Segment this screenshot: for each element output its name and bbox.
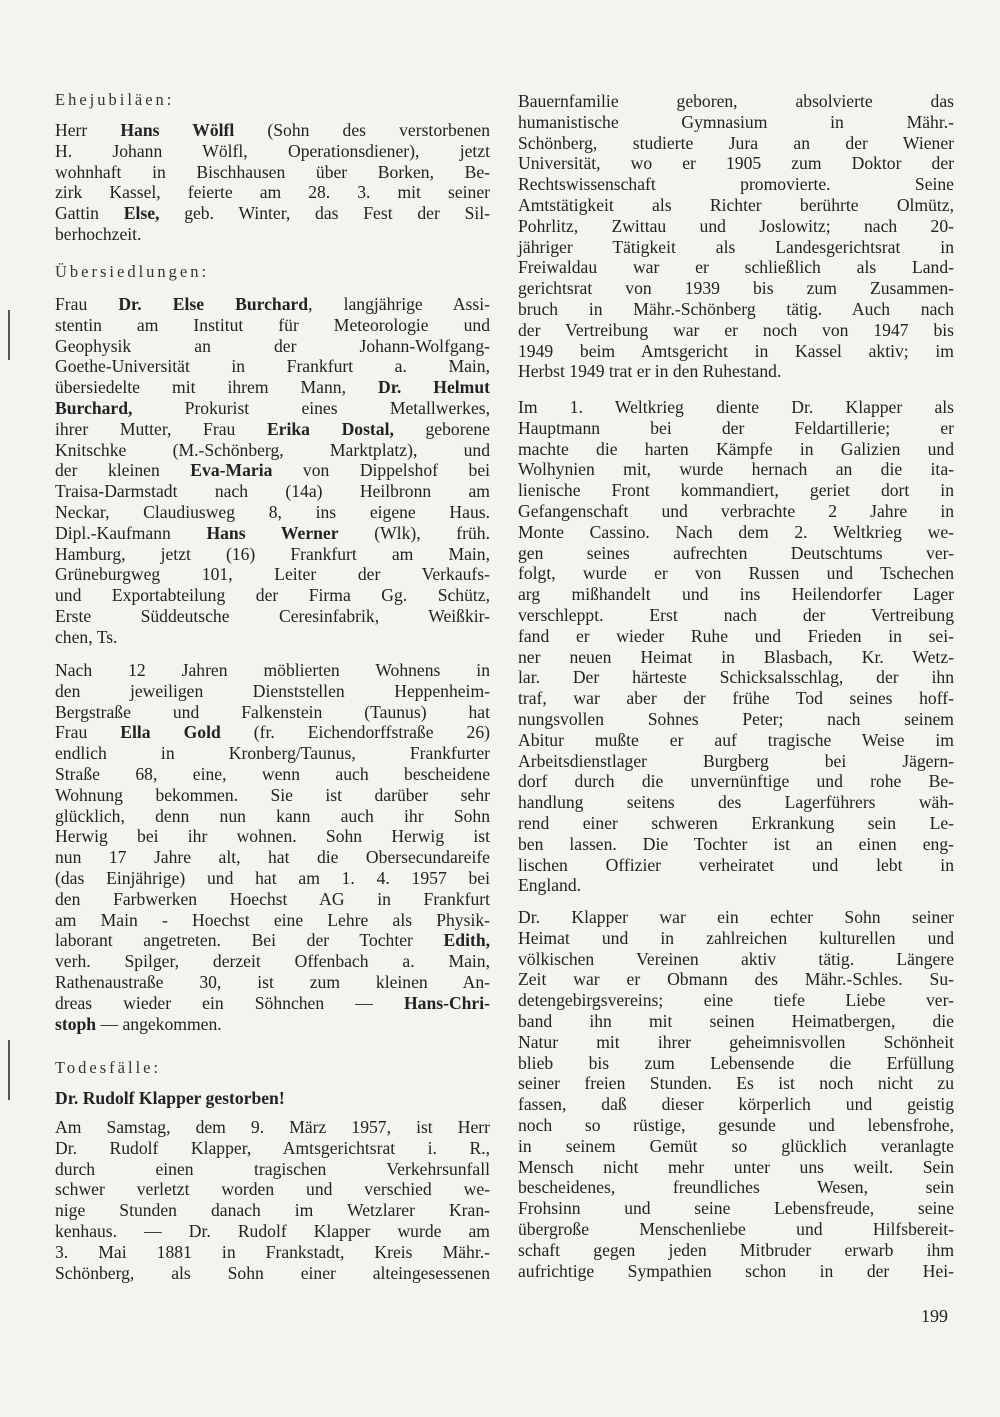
text-line: [55, 440, 490, 461]
text-line: [518, 153, 954, 174]
text-line: [55, 993, 490, 1014]
text-line: [55, 1159, 490, 1180]
text-line: [55, 523, 490, 544]
text-segment: Ehejubiläen:: [55, 90, 175, 109]
bold-name: Hans Wölfl: [120, 120, 235, 140]
text-line: [518, 1219, 954, 1240]
bold-name: Hans-Chri-: [403, 992, 490, 1013]
text-line: [518, 647, 954, 668]
text-line: [518, 730, 954, 751]
text-segment: ben lassen. Die Tochter ist an einen eng-: [518, 833, 954, 854]
text-segment: der Vertreibung war er noch von 1947 bis: [518, 319, 954, 340]
text-line: [518, 584, 954, 605]
text-segment: lienische Front kommandiert, geriet dort in: [518, 480, 954, 501]
text-line: [55, 460, 490, 481]
section-heading: [55, 1058, 490, 1079]
text-segment: der kleinen: [55, 460, 191, 481]
text-segment: in seinem Gemüt so glücklich veranlagte: [518, 1135, 954, 1156]
text-segment: blieb bis zum Lebensende die Erfüllung: [518, 1052, 954, 1073]
text-segment: laborant angetreten. Bei der Tochter: [55, 930, 444, 951]
text-segment: nun 17 Jahre alt, hat die Obersecundareife: [55, 847, 490, 868]
text-segment: 1949 beim Amtsgericht in Kassel aktiv; im: [518, 340, 954, 361]
text-segment: Bauernfamilie geboren, absolvierte das: [518, 91, 954, 111]
paragraph: [518, 907, 954, 1281]
text-segment: Pohrlitz, Zwittau und Joslowitz; nach 20-: [518, 215, 954, 236]
text-segment: den Farbwerken Hoechst AG in Frankfurt: [55, 888, 490, 909]
text-segment: von Dippelshof bei: [272, 460, 491, 481]
text-segment: detengebirgsvereins; eine tiefe Liebe ver-: [518, 990, 954, 1011]
text-segment: Schönberg, als Sohn einer alteingesessenen: [55, 1262, 490, 1283]
text-line: [518, 855, 954, 876]
text-line: [55, 826, 490, 847]
text-segment: Erste Süddeutsche Ceresinfabrik, Weißkir-: [55, 605, 490, 626]
text-line: [518, 1136, 954, 1157]
text-segment: Hamburg, jetzt (16) Frankfurt am Main,: [55, 543, 490, 564]
text-segment: ihrer Mutter, Frau: [55, 418, 267, 439]
text-segment: Grüneburgweg 101, Leiter der Verkaufs-: [55, 564, 490, 585]
text-line: [55, 702, 490, 723]
text-line: [55, 1138, 490, 1159]
paragraph: [55, 1117, 490, 1283]
text-line: [518, 1177, 954, 1198]
text-segment: Wolhynien mit, wurde hernach an die ita-: [518, 459, 954, 480]
text-segment: glücklich, denn nun kann auch ihr Sohn: [55, 805, 490, 826]
text-line: [55, 1058, 490, 1079]
text-segment: chen, Ts.: [55, 626, 118, 647]
bold-name: Eva-Maria: [190, 460, 273, 481]
text-line: [518, 543, 954, 564]
text-segment: verh. Spilger, derzeit Offenbach a. Main,: [55, 951, 490, 972]
text-segment: Rechtswissenschaft promovierte. Seine: [518, 174, 954, 195]
text-segment: Zeit war er Obmann des Mähr.-Schles. Su-: [518, 969, 954, 990]
text-line: [55, 764, 490, 785]
text-segment: geb. Winter, das Fest der Sil-: [159, 203, 490, 224]
text-segment: traf, war aber der frühe Tod seines hoff-: [518, 688, 954, 709]
text-line: [518, 1240, 954, 1261]
text-segment: arg mißhandelt und ins Heilendorfer Lager: [518, 584, 954, 605]
text-line: [55, 681, 490, 702]
text-line: [518, 418, 954, 439]
text-line: [55, 1242, 490, 1263]
text-line: [55, 203, 490, 224]
text-line: [55, 502, 490, 523]
text-segment: 3. Mai 1881 in Frankstadt, Kreis Mähr.-: [55, 1241, 490, 1262]
text-line: [55, 262, 490, 283]
text-segment: folgt, wurde er von Russen und Tschechen: [518, 563, 954, 584]
text-segment: (Sohn des verstorbenen: [234, 120, 490, 140]
text-segment: kenhaus. — Dr. Rudolf Klapper wurde am: [55, 1220, 490, 1241]
text-line: [518, 792, 954, 813]
text-line: [518, 91, 954, 112]
text-segment: Natur mit ihrer geheimnisvollen Schönheit: [518, 1031, 954, 1052]
text-segment: noch so rüstige, gesunde und lebensfrohe,: [518, 1114, 954, 1135]
text-segment: lischen Offizier verheiratet und lebt in: [518, 854, 954, 875]
text-segment: Im 1. Weltkrieg diente Dr. Klapper als: [518, 397, 954, 417]
paragraph: [55, 120, 490, 245]
text-line: [55, 1179, 490, 1200]
text-line: [518, 501, 954, 522]
scan-edge-mark: [8, 1040, 10, 1100]
text-line: [518, 320, 954, 341]
text-segment: schaft gegen jeden Mitbruder erwarb ihm: [518, 1239, 954, 1260]
text-line: [518, 751, 954, 772]
text-line: [518, 133, 954, 154]
text-line: [518, 626, 954, 647]
text-segment: Nach 12 Jahren möblierten Wohnens in: [55, 660, 490, 680]
text-segment: lar. Der härteste Schicksalsschlag, der ihn: [518, 667, 954, 688]
text-line: [55, 585, 490, 606]
text-segment: Heimat und in zahlreichen kulturellen und: [518, 927, 954, 948]
text-segment: Gefangenschaft und verbrachte 2 Jahre in: [518, 500, 954, 521]
text-segment: aufrichtige Sympathien schon in der Hei-: [518, 1260, 954, 1281]
text-segment: zirk Kassel, feierte am 28. 3. mit seiner: [55, 182, 490, 203]
text-segment: Universität, wo er 1905 zum Doktor der: [518, 153, 954, 174]
text-segment: handlung seitens des Lagerführers wäh-: [518, 792, 954, 813]
text-line: [518, 341, 954, 362]
text-line: [55, 481, 490, 502]
text-segment: Knitschke (M.-Schönberg, Marktplatz), und: [55, 439, 490, 460]
text-segment: Dipl.-Kaufmann: [55, 522, 207, 543]
text-segment: machte die harten Kämpfe in Galizien und: [518, 438, 954, 459]
text-line: [518, 480, 954, 501]
text-line: [518, 112, 954, 133]
text-line: [518, 1198, 954, 1219]
text-segment: Wohnung bekommen. Sie ist darüber sehr: [55, 784, 490, 805]
text-segment: endlich in Kronberg/Taunus, Frankfurter: [55, 743, 490, 764]
text-segment: Gattin: [55, 203, 124, 224]
text-line: [55, 910, 490, 931]
text-line: [55, 1263, 490, 1284]
text-segment: (fr. Eichendorffstraße 26): [220, 722, 490, 743]
text-segment: Geophysik an der Johann-Wolfgang-: [55, 335, 490, 356]
text-line: [55, 336, 490, 357]
text-line: [518, 667, 954, 688]
text-line: [55, 743, 490, 764]
text-line: [518, 605, 954, 626]
text-line: [55, 544, 490, 565]
paragraph: [518, 91, 954, 382]
text-line: [518, 439, 954, 460]
text-segment: band ihn mit seinen Heimatbergen, die: [518, 1010, 954, 1031]
text-segment: fassen, daß dieser körperlich und geistig: [518, 1094, 954, 1115]
text-line: [55, 356, 490, 377]
text-line: [518, 990, 954, 1011]
text-line: [518, 1032, 954, 1053]
text-line: [518, 688, 954, 709]
text-line: [55, 398, 490, 419]
text-line: [518, 361, 954, 382]
text-line: [55, 120, 490, 141]
text-segment: den jeweiligen Dienststellen Heppenheim-: [55, 680, 490, 701]
text-line: [55, 141, 490, 162]
text-segment: übergroße Menschenliebe und Hilfsbereit-: [518, 1218, 954, 1239]
text-line: [518, 834, 954, 855]
text-line: [55, 1117, 490, 1138]
text-line: [518, 709, 954, 730]
text-segment: Traisa-Darmstadt nach (14a) Heilbronn am: [55, 481, 490, 502]
text-line: [518, 397, 954, 418]
text-segment: Abitur mußte er auf tragische Weise im: [518, 729, 954, 750]
text-line: [518, 459, 954, 480]
text-segment: jähriger Tätigkeit als Landesgerichtsrat in: [518, 236, 954, 257]
text-line: [55, 930, 490, 951]
text-segment: Neckar, Claudiusweg 8, ins eigene Haus.: [55, 501, 490, 522]
scan-edge-mark: [8, 310, 10, 360]
text-segment: Schönberg, studierte Jura an der Wiener: [518, 132, 954, 153]
bold-name: Burchard,: [55, 397, 133, 418]
text-line: [55, 889, 490, 910]
text-line: [55, 951, 490, 972]
text-segment: bescheidenes, freundliches Wesen, sein: [518, 1177, 954, 1198]
text-segment: Monte Cassino. Nach dem 2. Weltkrieg we-: [518, 521, 954, 542]
text-line: [518, 949, 954, 970]
text-segment: nige Stunden danach im Wetzlarer Kran-: [55, 1200, 490, 1221]
text-line: [518, 278, 954, 299]
text-line: [518, 771, 954, 792]
bold-name: Hans Werner: [206, 522, 339, 543]
text-segment: Arbeitsdienstlager Burgberg bei Jägern-: [518, 750, 954, 771]
text-line: [55, 722, 490, 743]
text-line: [55, 660, 490, 681]
text-line: [518, 907, 954, 928]
text-segment: stentin am Institut für Meteorologie und: [55, 314, 490, 335]
text-segment: durch einen tragischen Verkehrsunfall: [55, 1158, 490, 1179]
text-segment: Goethe-Universität in Frankfurt a. Main,: [55, 356, 490, 377]
text-segment: rend einer schweren Erkrankung sein Le-: [518, 812, 954, 833]
text-segment: fand er wieder Ruhe und Frieden in sei-: [518, 625, 954, 646]
text-segment: Herr: [55, 120, 121, 140]
bold-name: stoph: [55, 1013, 97, 1034]
bold-name: Else,: [123, 203, 160, 224]
text-line: [518, 174, 954, 195]
text-segment: Herwig bei ihr wohnen. Sohn Herwig ist: [55, 826, 490, 847]
section-heading: [55, 262, 490, 283]
text-line: [518, 1011, 954, 1032]
article-title: [55, 1088, 490, 1109]
text-segment: Hauptmann bei der Feldartillerie; er: [518, 417, 954, 438]
text-segment: verschleppt. Erst nach der Vertreibung: [518, 604, 954, 625]
text-segment: geborene: [393, 418, 490, 439]
bold-name: Ella Gold: [120, 722, 221, 743]
text-segment: (Wlk), früh.: [338, 522, 490, 543]
paragraph: [55, 660, 490, 1034]
text-segment: Prokurist eines Metallwerkes,: [132, 397, 490, 418]
text-segment: Frau: [55, 722, 121, 743]
text-line: [55, 224, 490, 245]
text-line: [518, 1053, 954, 1074]
text-segment: — angekommen.: [96, 1013, 222, 1034]
text-line: [518, 928, 954, 949]
text-segment: Mensch nicht mehr unter uns weilt. Sein: [518, 1156, 954, 1177]
text-segment: wohnhaft in Bischhausen über Borken, Be-: [55, 161, 490, 182]
text-line: [518, 813, 954, 834]
text-line: [518, 1261, 954, 1282]
text-segment: übersiedelte mit ihrem Mann,: [55, 377, 378, 398]
text-line: [518, 563, 954, 584]
text-segment: humanistische Gymnasium in Mähr.-: [518, 111, 954, 132]
text-segment: seiner freien Stunden. Es ist noch nicht zu: [518, 1073, 954, 1094]
text-line: [55, 294, 490, 315]
text-segment: Straße 68, eine, wenn auch bescheidene: [55, 763, 490, 784]
text-segment: ner neuen Heimat in Blasbach, Kr. Wetz-: [518, 646, 954, 667]
text-segment: Freiwaldau war er schließlich als Land-: [518, 257, 954, 278]
text-line: [55, 806, 490, 827]
text-line: [518, 216, 954, 237]
text-segment: Dr. Klapper war ein echter Sohn seiner: [518, 907, 954, 927]
text-line: [518, 1115, 954, 1136]
bold-name: Dr. Helmut: [377, 377, 490, 398]
text-line: [55, 1221, 490, 1242]
text-segment: Dr. Rudolf Klapper, Amtsgerichtsrat i. R.,: [55, 1137, 490, 1158]
text-segment: Bergstraße und Falkenstein (Taunus) hat: [55, 701, 490, 722]
text-line: [518, 1073, 954, 1094]
text-segment: bruch in Mähr.-Schönberg tätig. Auch nach: [518, 298, 954, 319]
text-line: [55, 90, 490, 111]
text-line: [518, 875, 954, 896]
paragraph: [55, 294, 490, 648]
text-segment: und Exportabteilung der Firma Gg. Schütz,: [55, 585, 490, 606]
text-line: [518, 299, 954, 320]
text-line: [55, 785, 490, 806]
text-line: [518, 257, 954, 278]
text-line: [55, 1200, 490, 1221]
page-number: 199: [921, 1306, 948, 1326]
text-segment: , langjährige Assi-: [308, 294, 490, 314]
bold-name: Edith,: [443, 930, 490, 951]
text-segment: Todesfälle:: [55, 1058, 162, 1077]
text-segment: Herbst 1949 trat er in den Ruhestand.: [518, 361, 782, 382]
text-segment: gerichtsrat von 1939 bis zum Zusammen-: [518, 278, 954, 299]
text-line: [55, 315, 490, 336]
text-segment: Übersiedlungen:: [55, 262, 210, 281]
text-line: [518, 522, 954, 543]
text-line: [55, 627, 490, 648]
text-line: [55, 564, 490, 585]
text-line: [518, 1157, 954, 1178]
text-line: [55, 847, 490, 868]
bold-name: Dr. Else Burchard: [118, 294, 309, 314]
text-segment: Frohsinn und seine Lebensfreude, seine: [518, 1198, 954, 1219]
text-segment: Dr. Rudolf Klapper gestorben!: [55, 1088, 285, 1108]
section-heading: [55, 90, 490, 111]
paragraph: [518, 397, 954, 896]
text-segment: nungsvollen Sohnes Peter; nach seinem: [518, 708, 954, 729]
text-line: [518, 969, 954, 990]
text-line: [55, 377, 490, 398]
text-line: [55, 868, 490, 889]
text-segment: (das Einjährige) und hat am 1. 4. 1957 bei: [55, 867, 490, 888]
text-segment: dreas wieder ein Söhnchen —: [55, 992, 404, 1013]
text-line: [55, 1088, 490, 1109]
text-segment: Frau: [55, 294, 119, 314]
text-segment: Am Samstag, dem 9. März 1957, ist Herr: [55, 1117, 490, 1137]
text-line: [55, 972, 490, 993]
text-segment: Rathenaustraße 30, ist zum kleinen An-: [55, 971, 490, 992]
text-segment: berhochzeit.: [55, 223, 142, 244]
text-segment: dorf durch die unvernünftige und rohe Be-: [518, 771, 954, 792]
text-segment: England.: [518, 875, 582, 896]
text-segment: am Main - Hoechst eine Lehre als Physik-: [55, 909, 490, 930]
text-line: [518, 1094, 954, 1115]
text-segment: H. Johann Wölfl, Operationsdiener), jetzt: [55, 140, 490, 161]
text-line: [518, 237, 954, 258]
text-line: [518, 195, 954, 216]
text-segment: schwer verletzt worden und verschied we-: [55, 1179, 490, 1200]
text-segment: Amtstätigkeit als Richter berührte Olmütz,: [518, 194, 954, 215]
text-line: [55, 182, 490, 203]
bold-name: Erika Dostal,: [266, 418, 394, 439]
text-line: [55, 419, 490, 440]
text-line: [55, 1014, 490, 1035]
text-segment: gen seines aufrechten Deutschtums ver-: [518, 542, 954, 563]
text-line: [55, 606, 490, 627]
text-segment: völkischen Vereinen aktiv tätig. Längere: [518, 948, 954, 969]
text-line: [55, 162, 490, 183]
